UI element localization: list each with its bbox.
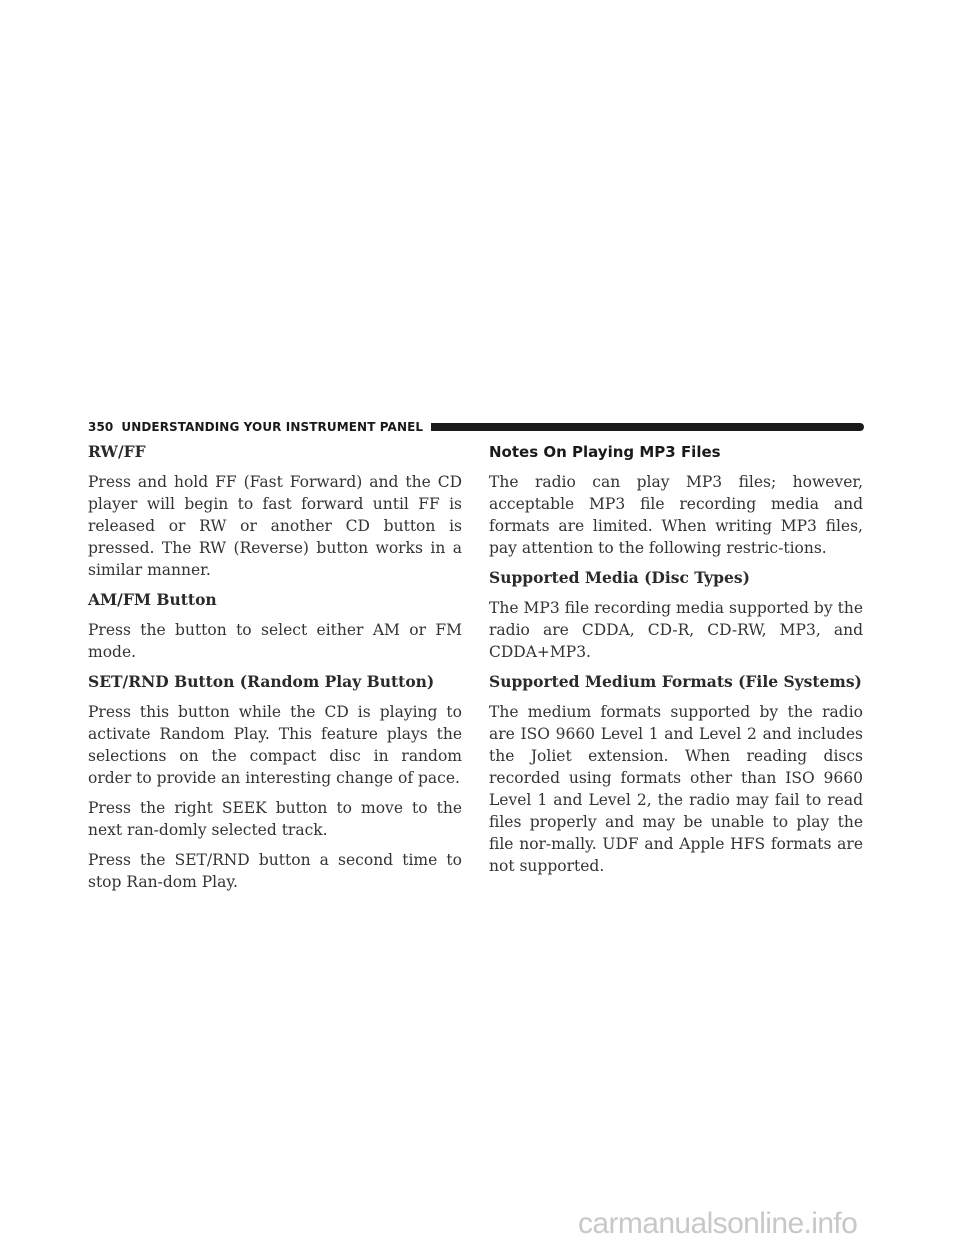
mp3-notes-heading: Notes On Playing MP3 Files — [489, 443, 721, 461]
rwff-paragraph: Press and hold FF (Fast Forward) and the CD player will begin to fast forward until FF is released or RW or another CD button is pressed. The RW (Reverse) button works in a similar manner. — [88, 473, 462, 579]
amfm-heading: AM/FM Button — [88, 590, 217, 609]
left-column — [88, 441, 462, 901]
section-title: UNDERSTANDING YOUR INSTRUMENT PANEL — [121, 420, 424, 434]
setrnd-paragraph-2: Press the right SEEK button to move to the next ran-domly selected track. — [88, 799, 462, 839]
setrnd-heading: SET/RND Button (Random Play Button) — [88, 672, 435, 691]
rwff-heading: RW/FF — [88, 442, 146, 461]
supported-formats-paragraph: The medium formats supported by the radio are ISO 9660 Level 1 and Level 2 and includes the Joliet extension. When reading discs recorded using formats other than ISO 9660 Level 1 and Level 2, the radio may fail to read files properly and may be unable to play the file nor-mally. UDF and Apple HFS formats are not supported. — [489, 703, 863, 875]
page-number: 350 — [88, 420, 114, 434]
amfm-paragraph: Press the button to select either AM or FM mode. — [88, 621, 462, 661]
supported-media-heading: Supported Media (Disc Types) — [489, 568, 750, 587]
header-rule — [431, 423, 864, 431]
mp3-notes-paragraph: The radio can play MP3 files; however, acceptable MP3 file recording media and formats are limited. When writing MP3 files, pay attention to the following restric-tions. — [489, 473, 863, 557]
setrnd-paragraph-3: Press the SET/RND button a second time to stop Ran-dom Play. — [88, 851, 462, 891]
supported-media-paragraph: The MP3 file recording media supported by the radio are CDDA, CD-R, CD-RW, MP3, and CDDA+MP3. — [489, 599, 863, 661]
watermark: carmanualsonline.info — [578, 1207, 858, 1240]
setrnd-paragraph-1: Press this button while the CD is playing to activate Random Play. This feature plays the selections on the compact disc in random order to provide an interesting change of pace. — [88, 703, 462, 787]
page-header — [88, 418, 864, 436]
right-column — [489, 441, 863, 885]
supported-formats-heading: Supported Medium Formats (File Systems) — [489, 672, 862, 691]
